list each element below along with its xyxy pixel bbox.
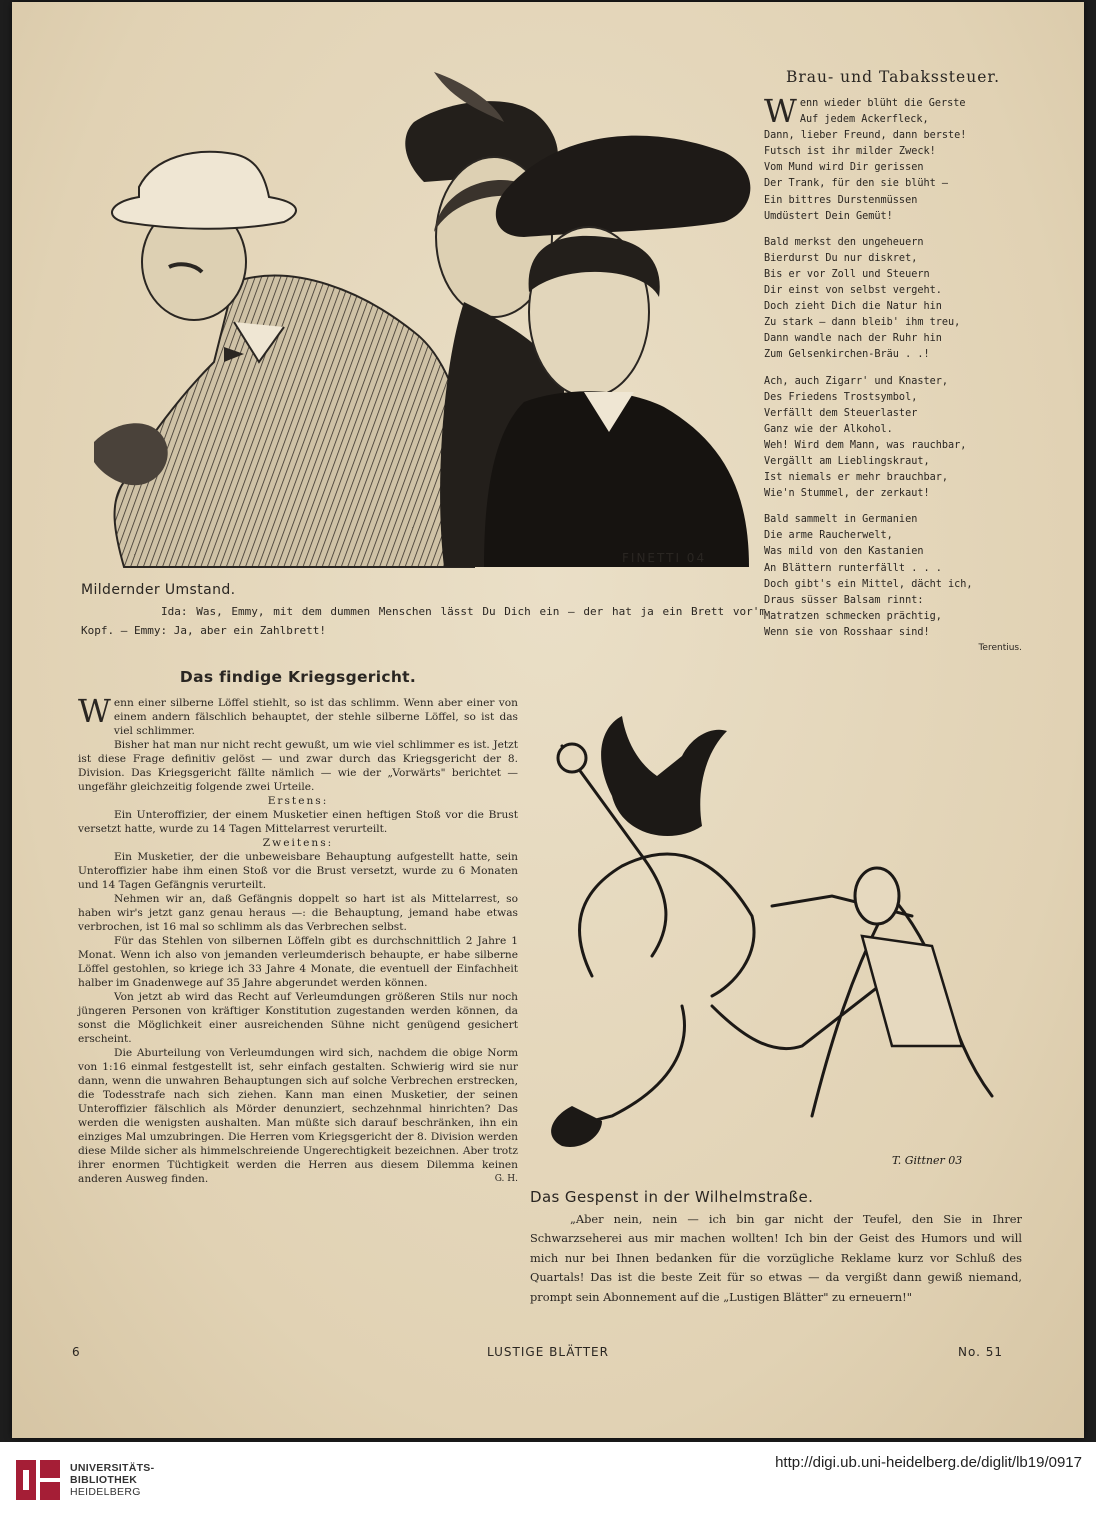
- article-paragraph: Bisher hat man nur nicht recht gewußt, um wie viel schlimmer es ist. Jetzt ist diese Frage definitiv gelöst — und zwar durch das Kriegsgericht der 8. Division. Das Kriegsgericht fällte nämlich — wie der „Vorwärts" berichtet — ungefähr gleichzeitig folgende zwei Urteile.: [78, 739, 518, 793]
- poem-stanza-2: [764, 235, 1022, 364]
- poem-line: Die arme Raucherwelt,: [764, 530, 893, 542]
- svg-text:FINETTI 04: FINETTI 04: [622, 551, 707, 565]
- poem-line: Dann, lieber Freund, dann berste!: [764, 130, 967, 142]
- poem-line: Vom Mund wird Dir gerissen: [764, 162, 924, 174]
- article-intro-text: enn einer silberne Löffel stiehlt, so ist das schlimm. Wenn aber einer von einem andern fälschlich behauptet, der stehle silberne Löffel, so ist das viel schlimmer.: [113, 697, 518, 737]
- poem-line: Weh! Wird dem Mann, was rauchbar,: [764, 439, 967, 451]
- poem-line: Futsch ist ihr milder Zweck!: [764, 146, 936, 158]
- poem-body: [764, 92, 1022, 653]
- poem-line: Doch zieht Dich die Natur hin: [764, 301, 942, 313]
- bottom-illustration: [532, 716, 1022, 1186]
- article-signature: G. H.: [494, 1174, 518, 1184]
- bottom-caption-title: Das Gespenst in der Wilhelmstraße.: [530, 1188, 814, 1206]
- article-body: [78, 692, 518, 1186]
- poem-line: Ach, auch Zigarr' und Knaster,: [764, 375, 949, 387]
- top-caption-text: Ida: Was, Emmy, mit dem dummen Menschen lässt Du Dich ein — der hat ja ein Brett vor'm Kopf. — Emmy: Ja, aber ein Zahlbrett!: [81, 605, 766, 637]
- article-title: Das findige Kriegsgericht.: [179, 668, 417, 686]
- poem-dropcap: W: [764, 92, 797, 130]
- article-dropcap: W: [78, 692, 111, 730]
- viewer-footer: [0, 1442, 1096, 1520]
- poem-line: Umdüstert Dein Gemüt!: [764, 210, 893, 222]
- article-paragraph: Ein Musketier, der die unbeweisbare Behauptung aufgestellt hatte, sein Unteroffizier habe ihm einen Stoß vor die Brust versetzt, wurde zu 6 Monaten und 14 Tagen Gefängnis verurteilt.: [78, 851, 518, 891]
- poem-line: Der Trank, für den sie blüht —: [764, 178, 949, 190]
- article-subheading: Erstens:: [267, 795, 329, 807]
- poem-line: Des Friedens Trostsymbol,: [764, 391, 918, 403]
- poem-author: Terentius.: [978, 643, 1022, 653]
- svg-text:T. Gittner 03: T. Gittner 03: [892, 1154, 963, 1167]
- bottom-caption-text: „Aber nein, nein — ich bin gar nicht der Teufel, den Sie in Ihrer Schwarzseherei aus mir machen wollten! Ich bin der Geist des Humors und will mich nur bei Ihnen bedanken für die vorzügliche Reklame kurz vor Schluß des Quartals! Das ist die beste Zeit für so etwas — da vergißt dann gewiß niemand, prompt sein Abonnement auf die „Lustigen Blätter" zu erneuern!": [530, 1212, 1022, 1304]
- poem-line: Doch gibt's ein Mittel, dächt ich,: [764, 578, 973, 590]
- poem-line: Ganz wie der Alkohol.: [764, 423, 893, 435]
- poem-line: Zu stark — dann bleib' ihm treu,: [764, 317, 961, 329]
- poem-stanza-3: [764, 374, 1022, 503]
- poem-title: Brau- und Tabakssteuer.: [785, 68, 1001, 86]
- poem-line: Dir einst von selbst vergeht.: [764, 285, 942, 297]
- top-illustration: [84, 62, 764, 574]
- top-caption: [81, 582, 766, 640]
- poem-line: Matratzen schmecken prächtig,: [764, 610, 942, 622]
- poem-line: Ein bittres Durstenmüssen: [764, 194, 918, 206]
- poem-line: Bis er vor Zoll und Steuern: [764, 268, 930, 280]
- poem: [764, 68, 1022, 653]
- poem-line: Draus süsser Balsam rinnt:: [764, 594, 924, 606]
- library-logo-text: UNIVERSITÄTS- BIBLIOTHEK HEIDELBERG: [70, 1462, 155, 1498]
- scanned-page: [12, 2, 1084, 1438]
- poem-line: Auf jedem Ackerfleck,: [799, 114, 929, 126]
- article: [78, 668, 518, 1186]
- issue-number: No. 51: [958, 1345, 1004, 1359]
- poem-line: Ist niemals er mehr brauchbar,: [764, 472, 949, 484]
- poem-line: An Blättern runterfällt . . .: [764, 562, 942, 574]
- article-paragraph: [78, 1046, 518, 1186]
- article-subheading: Zweitens:: [262, 837, 334, 849]
- bottom-illustration-signature: [892, 1154, 962, 1167]
- article-paragraph: Von jetzt ab wird das Recht auf Verleumdungen größeren Stils nur noch jüngeren Personen von kräftiger Konstitution zugestanden werden können, da sonst die Möglichkeit einer ausreichenden Sühne nicht genügend gesichert erscheint.: [78, 991, 518, 1045]
- poem-stanza-4: [764, 512, 1022, 641]
- library-logo-icon: [14, 1456, 66, 1504]
- magazine-title: LUSTIGE BLÄTTER: [487, 1345, 609, 1359]
- poem-stanza-1: [764, 92, 1022, 225]
- poem-line: Verfällt dem Steuerlaster: [764, 407, 918, 419]
- top-illustration-signature: [622, 551, 706, 565]
- poem-line: Dann wandle nach der Ruhr hin: [764, 333, 942, 345]
- permalink-url[interactable]: http://digi.ub.uni-heidelberg.de/diglit/lb19/0917: [775, 1454, 1082, 1471]
- poem-line: Zum Gelsenkirchen-Bräu . .!: [764, 349, 930, 361]
- article-paragraph-text: Die Aburteilung von Verleumdungen wird sich, nachdem die obige Norm von 1:16 einmal festgestellt ist, sehr einfach gestalten. Schwierig wird sie nur dann, wenn die unwahren Behauptungen sich auf solche Verbrechen erstrecken, die Todesstrafe nach sich ziehen. Kann man einen Musketier, der seinen Unteroffizier fälschlich als Mörder denunziert, sechzehnmal hinrichten? Das werden die wenigsten aushalten. Man müßte sich darauf beschränken, ihn ein einziges Mal umzubringen. Die Herren vom Kriegsgericht der 8. Division werden diese Milde sicher als himmelschreiende Ungerechtigkeit bezeichnen. Aber trotz ihrer enormen Tüchtigkeit werden die Herren aus diesem Dilemma keinen anderen Ausweg finden.: [78, 1047, 518, 1185]
- poem-line: Bierdurst Du nur diskret,: [764, 252, 918, 264]
- poem-line: Wenn sie von Rosshaar sind!: [764, 626, 930, 638]
- top-caption-title: Mildernder Umstand.: [81, 582, 236, 598]
- poem-line: Was mild von den Kastanien: [764, 546, 924, 558]
- bottom-caption: [530, 1188, 1022, 1307]
- poem-line: Bald sammelt in Germanien: [764, 514, 918, 526]
- article-paragraph: Ein Unteroffizier, der einem Musketier einen heftigen Stoß vor die Brust versetzt hatte, wurde zu 14 Tagen Mittelarrest verurteilt.: [78, 809, 518, 835]
- page-number: 6: [72, 1345, 81, 1359]
- article-intro: [78, 692, 518, 738]
- article-paragraph: Nehmen wir an, daß Gefängnis doppelt so hart ist als Mittelarrest, so haben wir's jetzt ganz genau heraus —: die Behauptung, jemand habe etwas verbrochen, ist 16 mal so schlimm als das Verbrechen selbst.: [78, 893, 518, 933]
- article-paragraph: Für das Stehlen von silbernen Löffeln gibt es durchschnittlich 2 Jahre 1 Monat. Wenn ich also von jemanden verleumderisch behaupte, er habe silberne Löffel gestohlen, so kriege ich 33 Jahre 4 Monate, die eventuell der Einfachheit halber im Gnadenwege auf 35 Jahre abgerundet werden können.: [78, 935, 518, 989]
- poem-line: Vergällt am Lieblingskraut,: [764, 455, 930, 467]
- poem-line: Wie'n Stummel, der zerkaut!: [764, 488, 930, 500]
- poem-line: Bald merkst den ungeheuern: [764, 236, 924, 248]
- poem-line: enn wieder blüht die Gerste: [799, 98, 966, 109]
